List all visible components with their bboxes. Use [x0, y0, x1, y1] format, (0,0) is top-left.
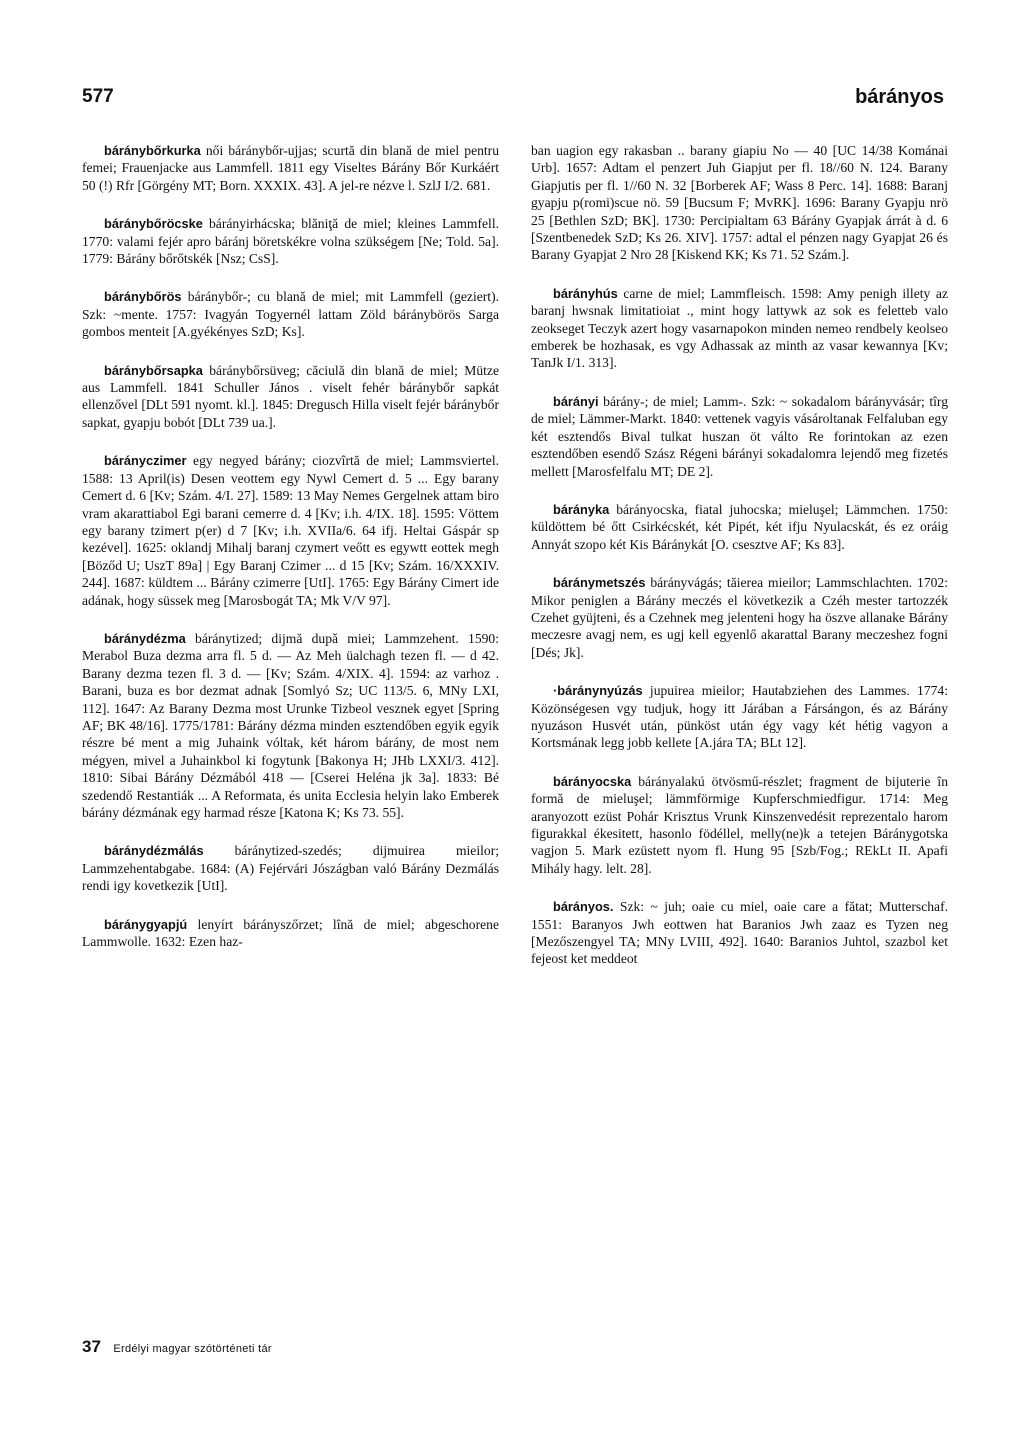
dictionary-entry [531, 285, 948, 372]
entry-headword: bárányka [553, 501, 610, 517]
entry-body: báránybőr-; cu blană de miel; mit Lammfell (geziert). Szk: ~mente. 1757: Ivagyán Togyernél lattam Zöld báránybörös Sarga gombos menteit [A.gyékényes SzD; Ks]. [82, 289, 499, 340]
dictionary-entry [531, 393, 948, 480]
entry-body: bárányirhácska; blăniţă de miel; kleines Lammfell. 1770: valami fejér apro báránj böretskékre volna szükségem [Ne; Told. 5a]. 1779: Bárány bőrőtskék [Nsz; CsS]. [82, 216, 499, 267]
entry-body: jupuirea mieilor; Hautabziehen des Lammes. 1774: Közönségesen vgy tudjuk, hogy itt Járában a Fársángon, és az Bárány nyuzáson Husvét után, pünköst után égy vagy két hétig vagyon a Kortsmának legg jobb kellete [A.jára TA; BLt 12]. [531, 683, 948, 751]
dictionary-entry [531, 574, 948, 661]
entry-body: lenyírt bárányszőrzet; lînă de miel; abgeschorene Lammwolle. 1632: Ezen haz- [82, 916, 499, 950]
entry-headword: bárányczimer [104, 453, 187, 469]
page-header [82, 86, 944, 116]
entry-body: carne de miel; Lammfleisch. 1598: Amy penigh illety az baranj hwsnak limitatioiat ., mint hogy lattywk az sok es feletteb valo zeokseget Teczyk azert hogy vasarnapokon minden nemeo rendbely keolseo emberek be hozhasak, es vgy Adhassak az minth az vasar kewannya [Kv; TanJk I/1. 313]. [531, 285, 948, 371]
signature-mark: 37 [82, 1337, 101, 1356]
dictionary-entry [531, 773, 948, 877]
entry-headword: báránybőrös [104, 289, 182, 305]
page-footer [82, 1337, 272, 1357]
right-column [531, 142, 948, 1312]
entry-body: bárányalakú ötvösmű-részlet; fragment de bijuterie în formă de mieluşel; lämmförmige Kupferschmiedfigur. 1714: Meg aranyozott ezüst Pohár Krisztus Vrunk Kinszenvedésit reprezentalo harom figurakkal ékesitett, hasonlo födéllel, melly(ne)k a tetejen Báránygotska vagjon 5. Mark ezüstett nyom fl. Hung 95 [Szb/Fog.; REkLt II. Apafi Mihály hagy. lelt. 28]. [531, 773, 948, 876]
entry-headword: báránybőröcske [104, 216, 203, 232]
dictionary-entry [82, 916, 499, 951]
dictionary-entry [82, 630, 499, 821]
entry-headword: báránybőrkurka [104, 143, 201, 158]
entry-body: báránytized-szedés; dijmuirea mieilor; Lammzehentabgabe. 1684: (A) Fejérvári Jószágban való Bárány Dezmálás rendi igy kovetkezik [UtI]. [82, 843, 499, 894]
dictionary-entry [82, 215, 499, 267]
entry-body: egy negyed bárány; ciozvîrtă de miel; Lammsviertel. 1588: 13 April(is) Desen veottem egy Nywl Cemert d. 5 ... Egy barany Cemert d. 6 [Kv; Szám. 4/I. 27]. 1589: 13 May Nemes Gergelnek attam biro vram akarattiabol Egi barani cemerre d. 4 [Kv; i.h. 4/IX. 18]. 1595: Vöttem egy barany tzimert p(er) d 7 [Kv; i.h. XVIIa/6. 64 ifj. Heltai Gáspár sp kezével]. 1625: oklandj Mihalj baranj czymert veőtt es egywtt eottek megh [Böződ U; UszT 89a] | Egy Baranj Czimer ... d 15 [Kv; Szám. 16/XXXIV. 244]. 1687: küldtem ... Bárány czimerre [UtI]. 1765: Egy Bárány Cimert ide adának, hogy süssek meg [Marosbogát TA; Mk V/V 97]. [82, 453, 499, 608]
entry-body: bárány-; de miel; Lamm-. Szk: ~ sokadalom bárányvásár; tîrg de miel; Lämmer-Markt. 1840: vettenek vagyis vásároltanak Felfaluban egy két esztendős Bival tulkat huszan öt válto Re forintokan az ezen esztendőben esendő Szász Régeni bárányi sokadalomra lejendő meg fizetés mellett [Marosfelfalu MT; DE 2]. [531, 393, 948, 479]
dictionary-entry [82, 288, 499, 340]
entry-headword: báránybőrsapka [104, 362, 203, 378]
entry-headword: bárányhús [553, 285, 618, 301]
entry-body: női báránybőr-ujjas; scurtă din blană de miel pentru femei; Frauenjacke aus Lammfell. 1811 egy Viseltes Bárány Bőr Kurkáért 50 (!) Rfr [Görgény MT; Born. XXXIX. 43]. A jel-re nézve l. SzlJ I/2. 681. [82, 143, 499, 193]
entry-headword: bárányocska [553, 773, 632, 789]
dictionary-columns [82, 142, 948, 1312]
entry-body: ban uagion egy rakasban .. barany giapiu No — 40 [UC 14/38 Kománai Urb]. 1657: Adtam el penzert Juh Giapjut per fl. 18//60 N. 124. Barany Giapjutis per fl. 1//60 N. 32 [Borberek AF; Wass 8 Perc. 14]. 1688: Baranj gyapju p(romi)scue nö. 59 [Bucsum F; MvRK]. 1696: Barany Gyapju nrö 25 [Bethlen SzD; BK]. 1730: Percipialtam 63 Bárány Gyapjak árrát à d. 6 [Szentbenedek SzD; Ks 26. XIV]. 1757: adtal el pénzen nagy Gyapjat 26 és Barany Gyapjat 2 Nro 28 [Kiskend KK; Ks 71. 52 Szám.]. [531, 143, 948, 263]
dictionary-entry [82, 362, 499, 432]
entry-body: báránybőrsüveg; căciulă din blană de miel; Mütze aus Lammfell. 1841 Schuller János . viselt fehér báránybőr sapkát ellenzővel [DLt 591 nyomt. kl.]. 1845: Dregusch Hilla viselt fejér báránybőr sapkat, gyapju bobót [DLt 739 ua.]. [82, 362, 499, 430]
entry-headword: báránymetszés [553, 575, 646, 591]
entry-headword: ·báránynyúzás [553, 683, 643, 699]
dictionary-entry [82, 452, 499, 609]
entry-headword: bárányi [553, 393, 599, 409]
left-column [82, 142, 499, 1312]
dictionary-entry [531, 682, 948, 752]
entry-headword: báránydézma [104, 630, 186, 646]
page-number: 577 [82, 86, 114, 107]
dictionary-entry [82, 842, 499, 894]
dictionary-entry-continued [531, 142, 948, 264]
entry-body: bárányocska, fiatal juhocska; mieluşel; Lämmchen. 1750: küldöttem bé őtt Csirkécskét, két Pipét, két ifju Nyulacskát, és ez oráig Annyát szopo két Kis Báránykát [O. csesztve AF; Ks 83]. [531, 501, 948, 552]
footer-title: Erdélyi magyar szótörténeti tár [113, 1343, 272, 1355]
entry-headword: báránygyapjú [104, 916, 188, 932]
entry-body: Szk: ~ juh; oaie cu miel, oaie care a fătat; Mutterschaf. 1551: Baranyos Jwh eottwen hat Baranios Jwh zaaz es Tyzen neg [Mezőszengyel TA; MNy LVIII, 492]. 1640: Baranios Juhtol, szazbol ket fejeost ket meddeot [531, 899, 948, 967]
entry-body: báránytized; dijmă dupǎ miei; Lammzehent. 1590: Merabol Buza dezma arra fl. 5 d. — Az Meh üalchagh tezen fl. — d 42. Barany dezma tezen fl. 3 d. — [Kv; Szám. 4/XIX. 4]. 1594: az varhoz . Barani, buza es bor dezmat adnak [Somlyó Sz; UC 113/5. 6, MNy LXI, 112]. 1647: Az Barany Dezma most Urunke Tizbeol vesznek egyet [Spring AF; BK 48/16]. 1775/1781: Bárány dézma minden esztendőben egyik egyik részre bé ment a mig Juhaink vóltak, két három bárány, de most nem mégyen, mivel a Juhainkbol ki fogytunk [Bakonya H; JHb LXXI/3. 412]. 1810: Sibai Bárány Dézmából 418 — [Cserei Heléna jk 3a]. 1833: Bé szedendő Restantiák ... A Reformata, és unita Ecclesia helyin lako Emberek bárány dézmának egy harmad része [Katona K; Ks 73. 55]. [82, 630, 499, 820]
dictionary-entry [531, 898, 948, 968]
dictionary-entry [531, 501, 948, 553]
dictionary-entry [82, 142, 499, 194]
entry-headword: bárányos. [553, 899, 614, 915]
entry-body: bárányvágás; tăierea mieilor; Lammschlachten. 1702: Mikor peniglen a Bárány meczés el következik a Czéh mester tartozzék Czehet gyüjteni, és a Czehnek meg jelenteni hogy ha öszve allanake Bárány meczesre avagj nem, es ugj kell egyenlő akarattal Barany meczeshez fogni [Dés; Jk]. [531, 575, 948, 660]
entry-headword: báránydézmálás [104, 843, 204, 859]
running-head: bárányos [855, 86, 944, 108]
